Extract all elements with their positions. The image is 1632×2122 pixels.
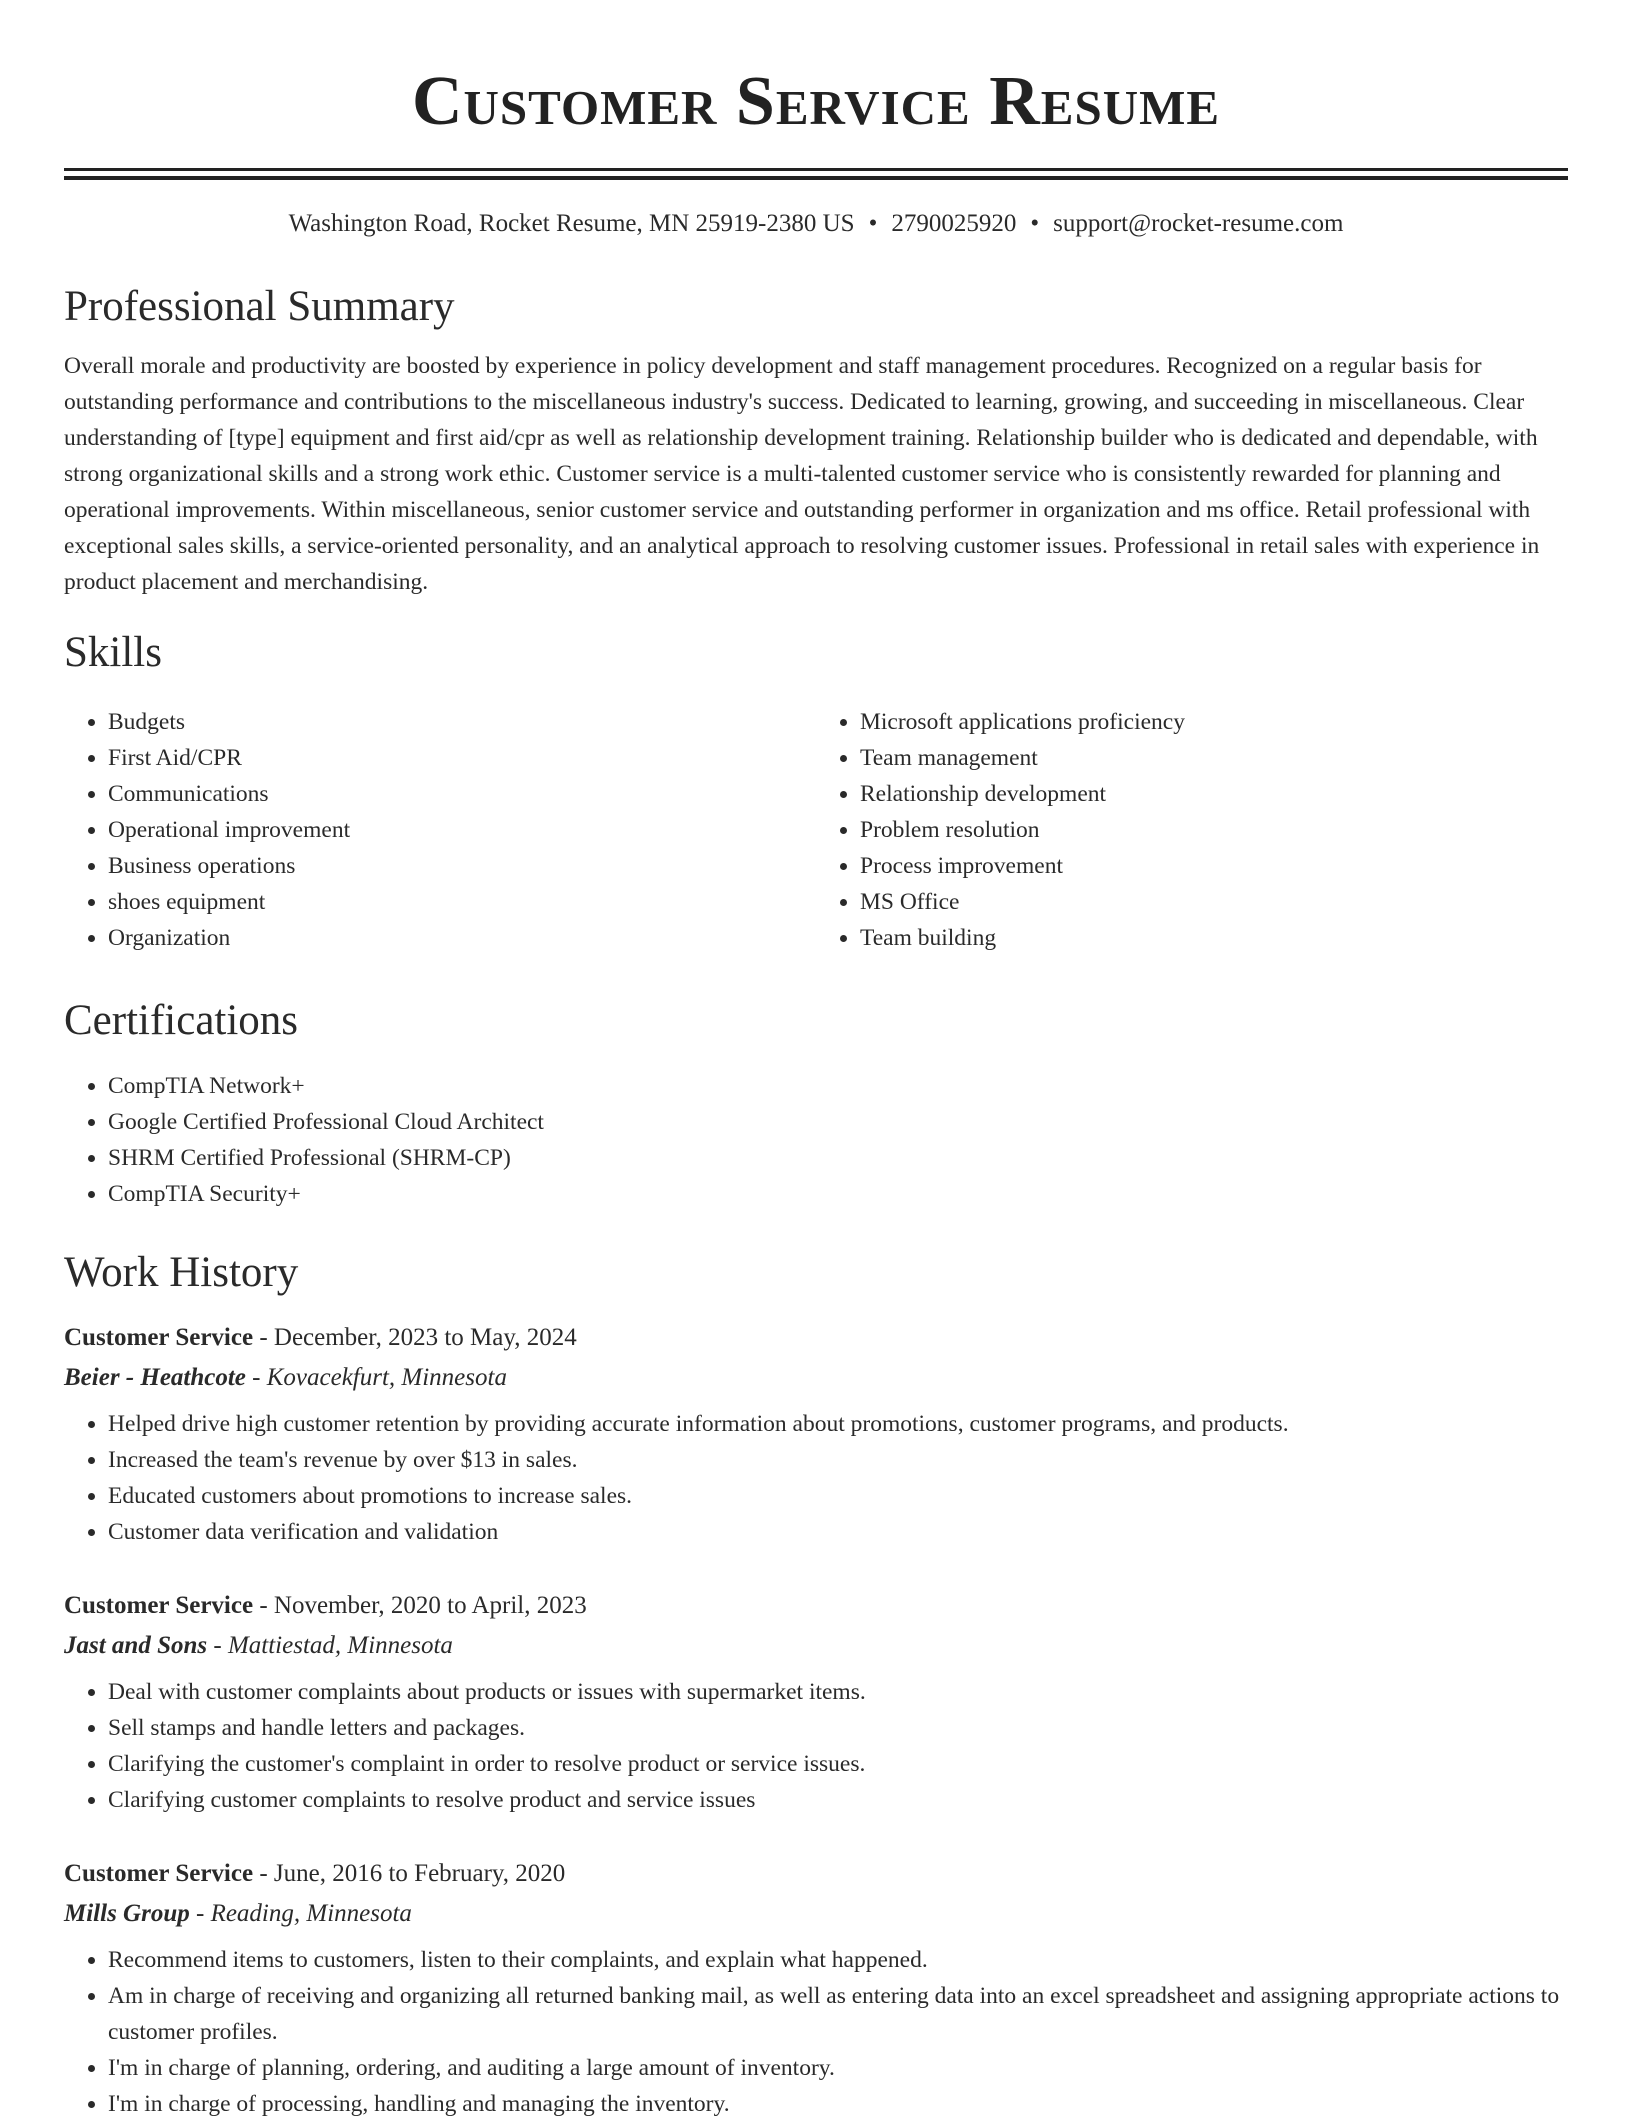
job-location: Mattiestad, Minnesota — [227, 1632, 453, 1659]
work-history-heading: Work History — [64, 1249, 299, 1296]
certification-item: • CompTIA Security+ — [108, 1176, 1568, 1212]
job-company-line: Jast and Sons - Mattiestad, Minnesota — [64, 1632, 453, 1659]
job-bullets — [64, 1674, 1568, 1818]
job-bullet: • I'm in charge of planning, ordering, and auditing a large amount of inventory. — [108, 2050, 1568, 2086]
job-entry — [64, 1856, 1568, 2122]
job-title-line: Customer Service - June, 2016 to February, 2020 — [64, 1860, 566, 1887]
job-bullet: • Increased the team's revenue by over $13 in sales. — [108, 1442, 1568, 1478]
skill-item: • Process improvement — [860, 848, 1568, 884]
job-title-line: Customer Service - November, 2020 to April, 2023 — [64, 1592, 587, 1619]
job-entry — [64, 1588, 1568, 1818]
job-bullets — [64, 1406, 1568, 1550]
job-company: Beier - Heathcote — [64, 1364, 246, 1391]
job-bullet: • Educated customers about promotions to increase sales. — [108, 1478, 1568, 1514]
job-bullet: • Customer data verification and validation — [108, 1514, 1568, 1550]
job-bullet: • Sell stamps and handle letters and packages. — [108, 1710, 1568, 1746]
job-company: Mills Group — [64, 1900, 190, 1927]
skills-columns — [64, 704, 1568, 956]
summary-heading: Professional Summary — [64, 283, 455, 330]
certifications-list — [64, 1068, 1568, 1212]
job-title: Customer Service — [64, 1592, 254, 1619]
job-company-line: Mills Group - Reading, Minnesota — [64, 1900, 412, 1927]
skill-item: • Microsoft applications proficiency — [860, 704, 1568, 740]
job-bullet: • Deal with customer complaints about products or issues with supermarket items. — [108, 1674, 1568, 1710]
job-dates: June, 2016 to February, 2020 — [273, 1860, 566, 1887]
title-divider — [64, 168, 1568, 180]
skill-item: • Budgets — [108, 704, 816, 740]
job-entry — [64, 1320, 1568, 1550]
resume-title: Customer Service Resume — [411, 63, 1221, 140]
skill-item: • Operational improvement — [108, 812, 816, 848]
contact-separator: • — [868, 210, 878, 237]
contact-line — [64, 208, 1568, 240]
job-company-line: Beier - Heathcote - Kovacekfurt, Minnesota — [64, 1364, 507, 1391]
job-bullet: • Recommend items to customers, listen to their complaints, and explain what happened. — [108, 1942, 1568, 1978]
skill-item: • First Aid/CPR — [108, 740, 816, 776]
job-bullet: • Helped drive high customer retention by providing accurate information about promotions, customer programs, and products. — [108, 1406, 1568, 1442]
job-company: Jast and Sons — [64, 1632, 208, 1659]
summary-text: Overall morale and productivity are boosted by experience in policy development and staff management procedures. Recognized on a regular basis for outstanding performance and contributions to the miscellaneous industry's success. Dedicated to learning, growing, and succeeding in miscellaneous. Clear understanding of [type] equipment and first aid/cpr as well as relationship development training. Relationship builder who is dedicated and dependable, with strong organizational skills and a strong work ethic. Customer service is a multi-talented customer service who is consistently rewarded for planning and operational improvements. Within miscellaneous, senior customer service and outstanding performer in organization and ms office. Retail professional with exceptional sales skills, a service-oriented personality, and an analytical approach to resolving customer issues. Professional in retail sales with experience in product placement and merchandising. — [64, 353, 1540, 595]
job-bullet: • Clarifying customer complaints to resolve product and service issues — [108, 1782, 1568, 1818]
contact-address: Washington Road, Rocket Resume, MN 25919-2380 US — [288, 210, 855, 237]
job-location: Kovacekfurt, Minnesota — [266, 1364, 507, 1391]
certification-item: • Google Certified Professional Cloud Architect — [108, 1104, 1568, 1140]
skill-item: • MS Office — [860, 884, 1568, 920]
skill-item: • Business operations — [108, 848, 816, 884]
contact-email: support@rocket-resume.com — [1053, 210, 1344, 237]
job-title-line: Customer Service - December, 2023 to May, 2024 — [64, 1324, 577, 1351]
job-title: Customer Service — [64, 1324, 254, 1351]
skills-list-left — [64, 704, 816, 956]
resume-page — [64, 0, 1568, 2122]
skill-item: • Team management — [860, 740, 1568, 776]
job-dates: November, 2020 to April, 2023 — [273, 1592, 587, 1619]
skill-item: • Organization — [108, 920, 816, 956]
contact-separator: • — [1030, 210, 1040, 237]
job-bullet: • I'm in charge of processing, handling and managing the inventory. — [108, 2086, 1568, 2122]
job-title: Customer Service — [64, 1860, 254, 1887]
skills-heading: Skills — [64, 629, 162, 676]
job-dates: December, 2023 to May, 2024 — [273, 1324, 577, 1351]
skill-item: • Relationship development — [860, 776, 1568, 812]
job-bullet: • Am in charge of receiving and organizing all returned banking mail, as well as entering data into an excel spreadsheet and assigning appropriate actions to customer profiles. — [108, 1978, 1568, 2050]
skills-list-right — [816, 704, 1568, 956]
certifications-heading: Certifications — [64, 997, 299, 1044]
skill-item: • shoes equipment — [108, 884, 816, 920]
job-bullets — [64, 1942, 1568, 2122]
contact-phone: 2790025920 — [891, 210, 1017, 237]
job-bullet: • Clarifying the customer's complaint in order to resolve product or service issues. — [108, 1746, 1568, 1782]
skill-item: • Communications — [108, 776, 816, 812]
certification-item: • SHRM Certified Professional (SHRM-CP) — [108, 1140, 1568, 1176]
job-location: Reading, Minnesota — [210, 1900, 412, 1927]
skill-item: • Problem resolution — [860, 812, 1568, 848]
certification-item: • CompTIA Network+ — [108, 1068, 1568, 1104]
skill-item: • Team building — [860, 920, 1568, 956]
